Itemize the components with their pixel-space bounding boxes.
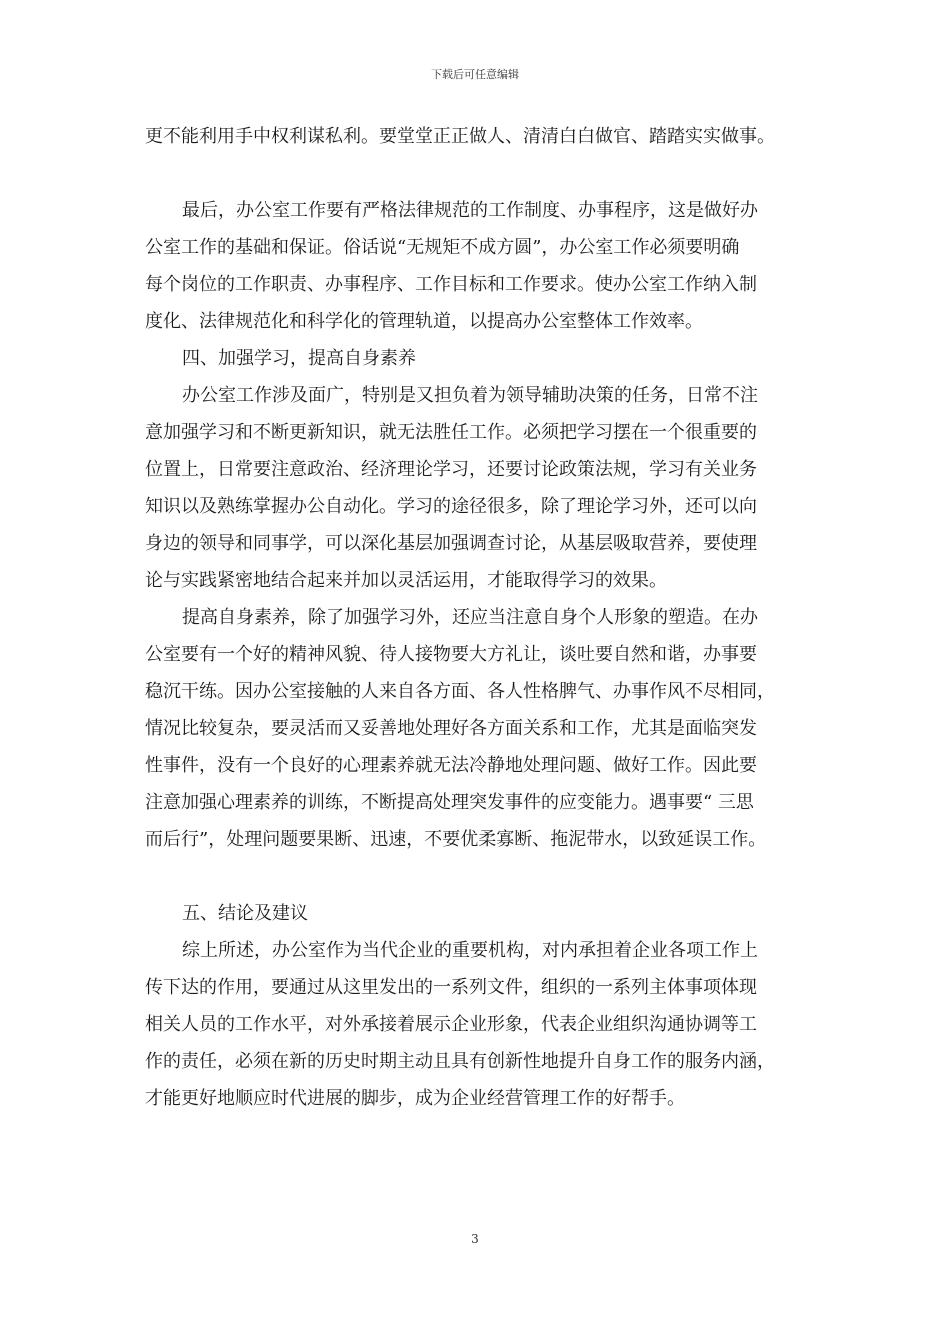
text-line: 身边的领导和同事学，可以深化基层加强调查讨论，从基层吸取营养，要使理 <box>145 533 757 554</box>
text-line: 论与实践紧密地结合起来并加以灵活运用，才能取得学习的效果。 <box>145 570 667 591</box>
text-line: 相关人员的工作水平，对外承接着展示企业形象，代表企业组织沟通协调等工 <box>145 1014 757 1035</box>
page-header-note: 下载后可任意编辑 <box>431 68 519 81</box>
section-heading: 五、结论及建议 <box>182 903 308 924</box>
page-number: 3 <box>471 1232 479 1246</box>
text-line: 每个岗位的工作职责、办事程序、工作目标和工作要求。使办公室工作纳入制 <box>145 274 757 295</box>
text-line: 意加强学习和不断更新知识，就无法胜任工作。必须把学习摆在一个很重要的 <box>145 422 757 443</box>
paragraph-gap <box>145 858 825 895</box>
text-line: 位置上，日常要注意政治、经济理论学习，还要讨论政策法规，学习有关业务 <box>145 459 757 480</box>
text-line: 稳沉干练。因办公室接触的人来自各方面、各人性格脾气、办事作风不尽相同， <box>145 681 775 702</box>
text-line: 才能更好地顺应时代进展的脚步，成为企业经营管理工作的好帮手。 <box>145 1088 685 1109</box>
text-line: 更不能利用手中权利谋私利。要堂堂正正做人、清清白白做官、踏踏实实做事。 <box>145 126 775 147</box>
section-heading: 四、加强学习，提高自身素养 <box>182 348 416 369</box>
text-line: 传下达的作用，要通过从这里发出的一系列文件，组织的一系列主体事项体现 <box>145 977 757 998</box>
text-line: 注意加强心理素养的训练，不断提高处理突发事件的应变能力。遇事要“ 三思 <box>145 792 754 813</box>
document-body <box>145 118 825 1117</box>
text-line: 知识以及熟练掌握办公自动化。学习的途径很多，除了理论学习外，还可以向 <box>145 496 757 517</box>
text-line: 公室要有一个好的精神风貌、待人接物要大方礼让，谈吐要自然和谐，办事要 <box>145 644 757 665</box>
text-line: 办公室工作涉及面广，特别是又担负着为领导辅助决策的任务，日常不注 <box>182 385 758 406</box>
text-line: 最后，办公室工作要有严格法律规范的工作制度、办事程序，这是做好办 <box>182 200 758 221</box>
paragraph-gap <box>145 155 825 192</box>
text-line: 度化、法律规范化和科学化的管理轨道，以提高办公室整体工作效率。 <box>145 311 703 332</box>
text-line: 情况比较复杂，要灵活而又妥善地处理好各方面关系和工作，尤其是面临突发 <box>145 718 757 739</box>
text-line: 综上所述，办公室作为当代企业的重要机构，对内承担着企业各项工作上 <box>182 940 758 961</box>
text-line: 而后行”，处理问题要果断、迅速，不要优柔寡断、拖泥带水，以致延误工作。 <box>145 829 767 850</box>
text-line: 公室工作的基础和保证。俗话说“无规矩不成方圆”，办公室工作必须要明确 <box>145 237 740 258</box>
text-line: 提高自身素养，除了加强学习外，还应当注意自身个人形象的塑造。在办 <box>182 607 758 628</box>
text-line: 性事件，没有一个良好的心理素养就无法冷静地处理问题、做好工作。因此要 <box>145 755 757 776</box>
text-line: 作的责任，必须在新的历史时期主动且具有创新性地提升自身工作的服务内涵， <box>145 1051 775 1072</box>
